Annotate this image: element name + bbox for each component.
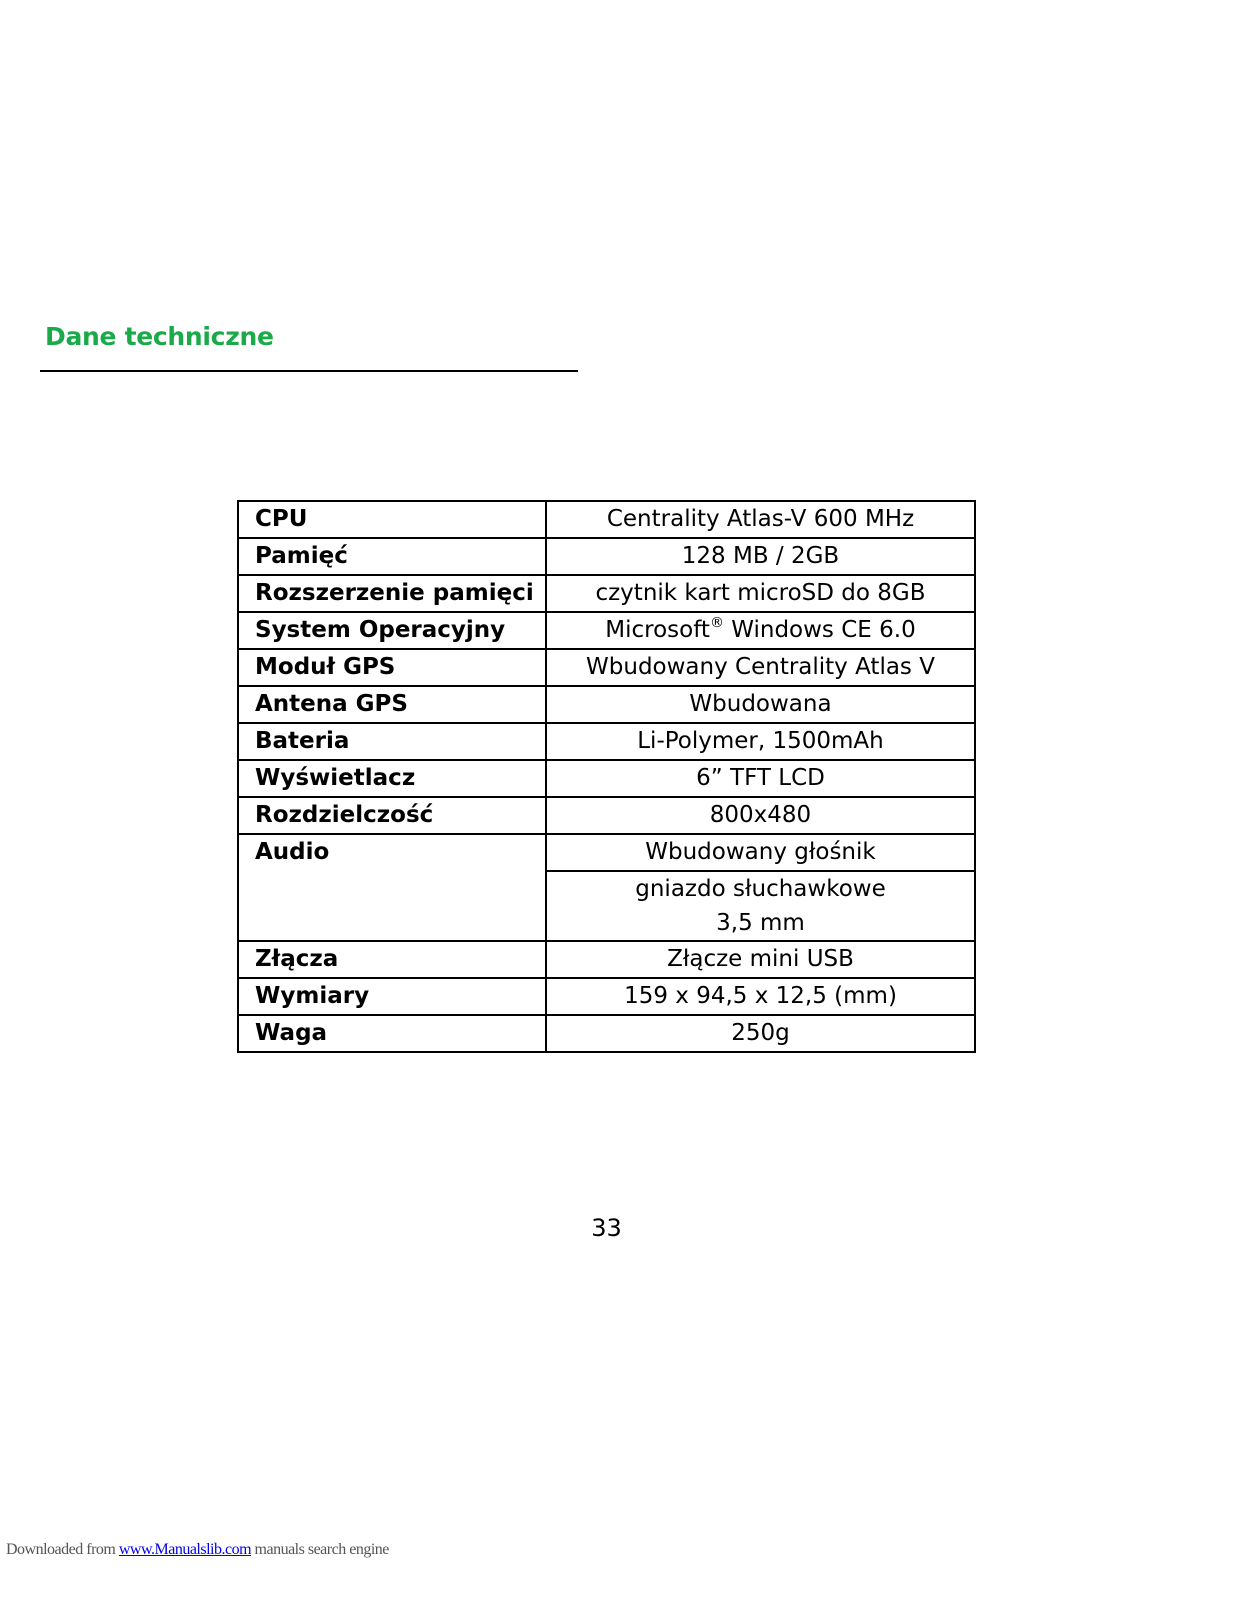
spec-value: 250g	[546, 1015, 975, 1052]
table-row	[238, 575, 975, 612]
table-row	[238, 941, 975, 978]
spec-label: CPU	[238, 501, 546, 538]
spec-value: Wbudowany Centrality Atlas V	[546, 649, 975, 686]
spec-label: System Operacyjny	[238, 612, 546, 649]
table-row	[238, 760, 975, 797]
footer-suffix: manuals search engine	[251, 1541, 389, 1558]
table-row	[238, 501, 975, 538]
spec-value: Wbudowany głośnik	[546, 834, 975, 871]
spec-value: 128 MB / 2GB	[546, 538, 975, 575]
spec-label: Złącza	[238, 941, 546, 978]
spec-label: Antena GPS	[238, 686, 546, 723]
table-row	[238, 686, 975, 723]
spec-label: Waga	[238, 1015, 546, 1052]
table-row	[238, 834, 975, 871]
spec-label: Wyświetlacz	[238, 760, 546, 797]
table-row	[238, 612, 975, 649]
spec-value: Wbudowana	[546, 686, 975, 723]
spec-value: czytnik kart microSD do 8GB	[546, 575, 975, 612]
table-row	[238, 649, 975, 686]
spec-value-line: 3,5 mm	[716, 910, 805, 936]
spec-label: Rozdzielczość	[238, 797, 546, 834]
spec-label: Bateria	[238, 723, 546, 760]
table-row	[238, 797, 975, 834]
table-row	[238, 723, 975, 760]
spec-label: Pamięć	[238, 538, 546, 575]
spec-label: Audio	[238, 834, 546, 941]
spec-label: Wymiary	[238, 978, 546, 1015]
spec-label: Rozszerzenie pamięci	[238, 575, 546, 612]
download-footer	[6, 1541, 389, 1559]
footer-prefix: Downloaded from	[6, 1541, 119, 1558]
spec-value-line: gniazdo słuchawkowe	[635, 876, 886, 902]
spec-value: 6” TFT LCD	[546, 760, 975, 797]
spec-value	[546, 871, 975, 941]
spec-value	[546, 612, 975, 649]
spec-value: Centrality Atlas-V 600 MHz	[546, 501, 975, 538]
table-row	[238, 1015, 975, 1052]
spec-value: 800x480	[546, 797, 975, 834]
registered-mark: ®	[709, 615, 724, 631]
manualslib-link[interactable]: www.Manualslib.com	[118, 1541, 252, 1558]
specifications-table	[237, 500, 976, 1053]
title-divider	[40, 370, 578, 372]
table-row	[238, 978, 975, 1015]
spec-value: Li-Polymer, 1500mAh	[546, 723, 975, 760]
spec-value-text: Windows CE 6.0	[723, 617, 916, 643]
spec-label: Moduł GPS	[238, 649, 546, 686]
spec-value: Złącze mini USB	[546, 941, 975, 978]
section-title: Dane techniczne	[45, 322, 274, 351]
spec-value-text: Microsoft	[605, 617, 710, 643]
table-row	[238, 538, 975, 575]
spec-value: 159 x 94,5 x 12,5 (mm)	[546, 978, 975, 1015]
page-number: 33	[591, 1214, 622, 1242]
